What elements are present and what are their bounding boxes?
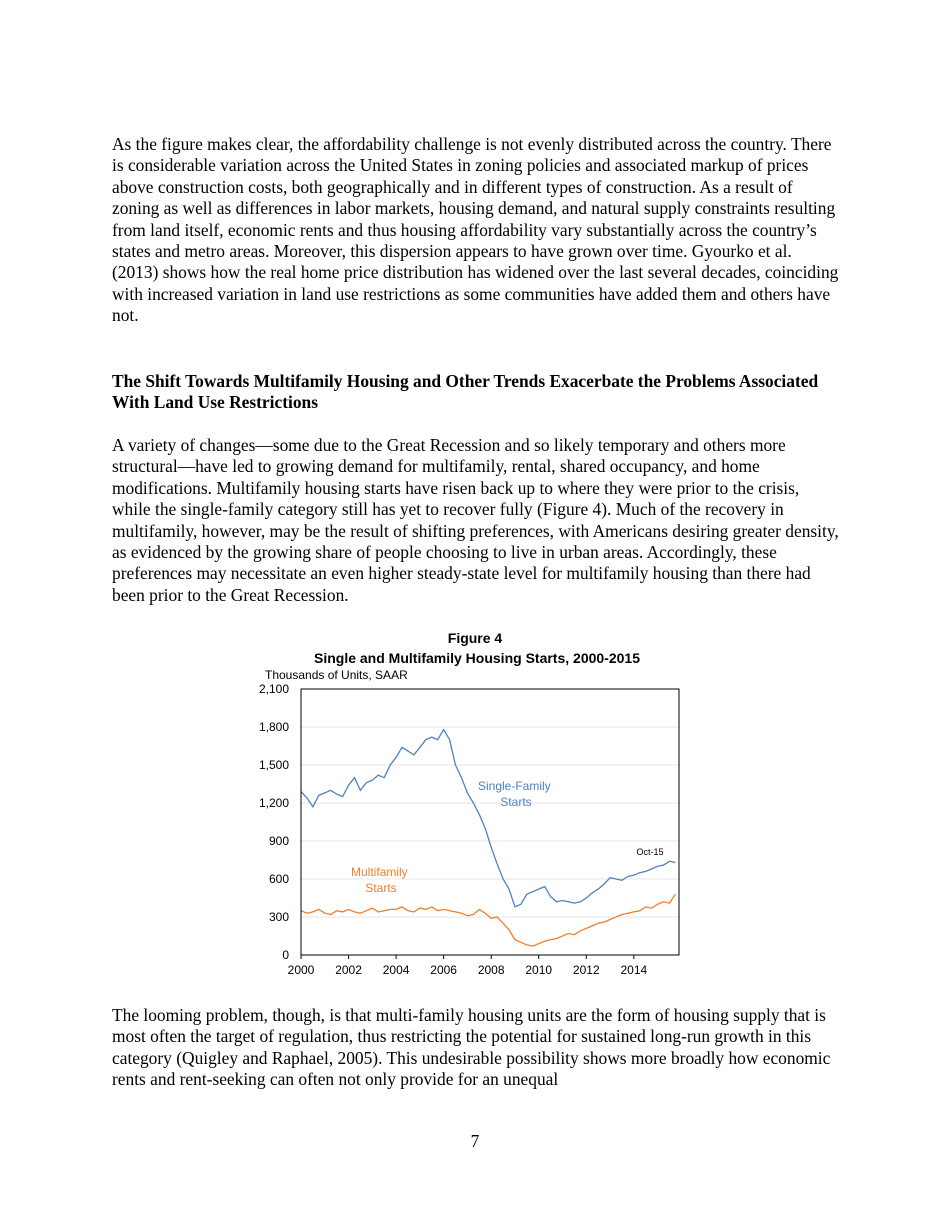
y-tick-label: 0 <box>282 948 289 962</box>
intro-paragraph: As the figure makes clear, the affordability challenge is not evenly distributed across the country. There is considerable variation across the United States in zoning policies and associated markup of prices above construction costs, both geographically and in different types of construction. As a result of zoning as well as differences in labor markets, housing demand, and natural supply constraints resulting from land itself, economic rents and thus housing affordability vary substantially across the country’s states and metro areas. Moreover, this dispersion appears to have grown over time. Gyourko et al. (2013) shows how the real home price distribution has widened over the last several decades, coinciding with increased variation in land use restrictions as some communities have added them and others have not. <box>112 134 839 326</box>
page-number: 7 <box>470 1131 480 1151</box>
x-tick-label: 2012 <box>572 963 600 977</box>
x-tick-label: 2008 <box>477 963 505 977</box>
x-tick-label: 2010 <box>525 963 553 977</box>
plot-frame <box>301 689 679 955</box>
body-paragraph: A variety of changes—some due to the Great Recession and so likely temporary and others more structural—have led to growing demand for multifamily, rental, shared occupancy, and home modifications. Multifamily housing starts have risen back up to where they were prior to the crisis, while the single-family category still has yet to recover fully (Figure 4). Much of the recovery in multifamily, however, may be the result of shifting preferences, with Americans desiring greater density, as evidenced by the growing share of people choosing to live in urban areas. Accordingly, these preferences may necessitate an even higher steady-state level for multifamily housing than there had been prior to the Great Recession. <box>112 435 839 605</box>
multifamily-label-line1: Multifamily <box>350 865 408 879</box>
oct-15-annotation: Oct-15 <box>636 847 664 857</box>
multifamily-label-line2: Starts <box>365 881 397 895</box>
single-family-series-line <box>301 730 675 907</box>
figure-label: Figure 4 <box>447 630 503 646</box>
x-tick-label: 2002 <box>335 963 362 977</box>
single-family-label-line1: Single-Family <box>477 779 551 793</box>
section-heading: The Shift Towards Multifamily Housing and Other Trends Exacerbate the Problems Associated With Land Use Restrictions <box>112 371 819 413</box>
single-family-series-label <box>478 779 554 809</box>
x-tick-label: 2014 <box>620 963 648 977</box>
chart-title: Single and Multifamily Housing Starts, 2000-2015 <box>314 650 640 666</box>
multifamily-series-label <box>351 865 411 895</box>
y-tick-label: 1,800 <box>258 720 289 734</box>
x-tick-label: 2006 <box>430 963 457 977</box>
y-tick-label: 2,100 <box>258 682 289 696</box>
y-tick-label: 600 <box>268 872 289 886</box>
y-tick-label: 1,200 <box>258 796 289 810</box>
closing-paragraph: The looming problem, though, is that multi-family housing units are the form of housing supply that is most often the target of regulation, thus restricting the potential for sustained long-run growth in this category (Quigley and Raphael, 2005). This undesirable possibility shows more broadly how economic rents and rent-seeking can often not only provide for an unequal <box>112 1005 831 1090</box>
figure-4-chart <box>240 626 710 978</box>
y-tick-label: 900 <box>268 834 289 848</box>
single-family-label-line2: Starts <box>500 795 532 809</box>
y-tick-label: 300 <box>268 910 289 924</box>
y-axis-label: Thousands of Units, SAAR <box>265 668 408 682</box>
x-tick-label: 2004 <box>382 963 410 977</box>
y-tick-label: 1,500 <box>258 758 289 772</box>
multifamily-series-line <box>301 894 675 946</box>
x-tick-label: 2000 <box>287 963 315 977</box>
